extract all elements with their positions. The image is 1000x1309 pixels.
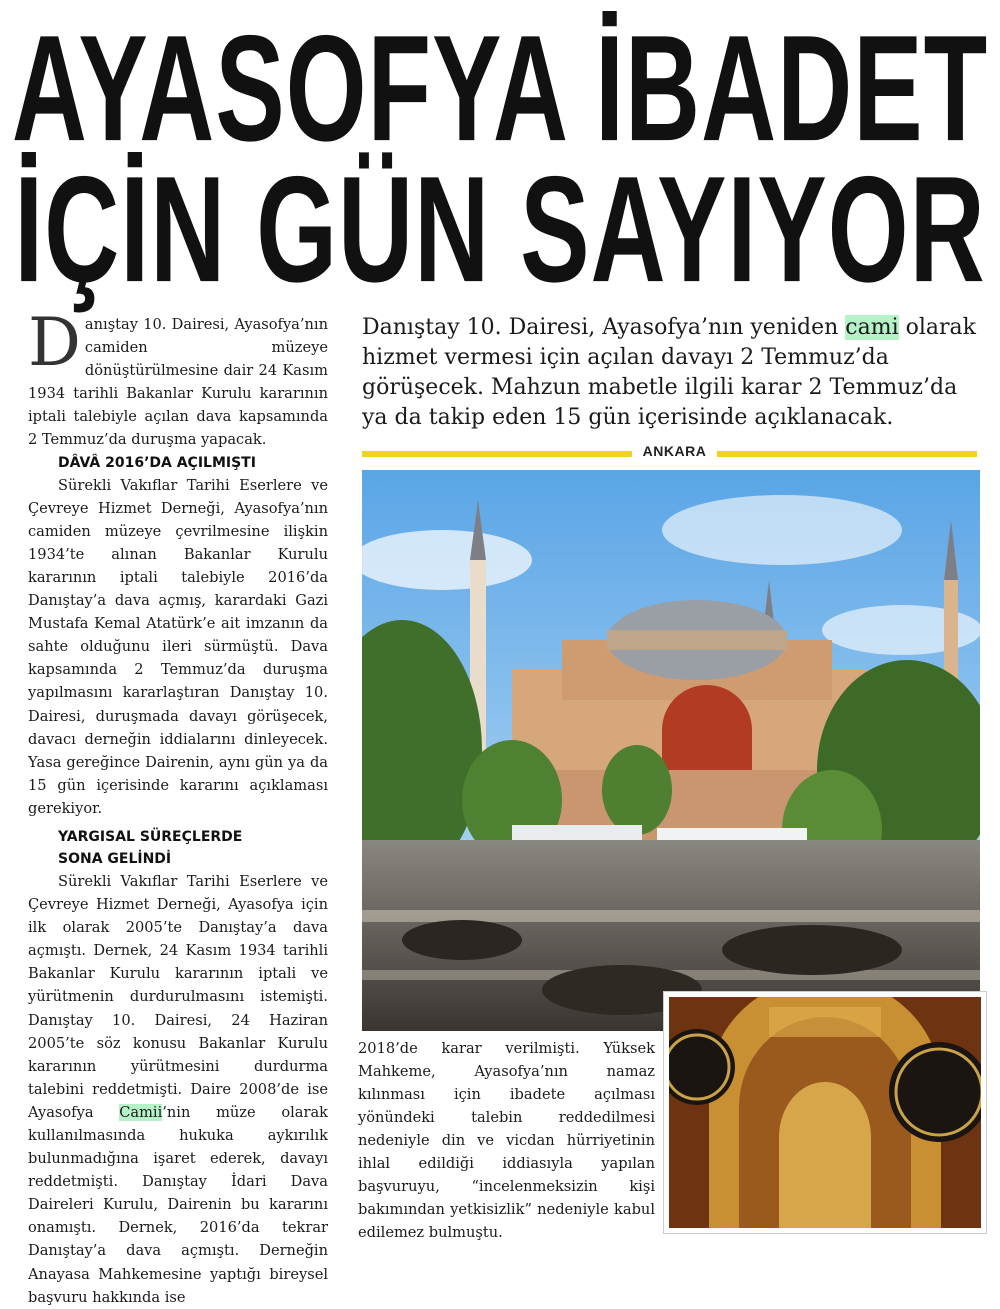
drop-cap: D	[28, 304, 81, 381]
main-photo-hagia-sophia	[362, 470, 980, 1031]
highlight-camii: Camii	[119, 1103, 163, 1121]
headline-line-1: AYASOFYA İBADET	[11, 5, 989, 174]
byline-bar-left	[362, 451, 632, 457]
subheading-yargisal-line1: YARGISAL SÜREÇLERDE	[58, 828, 243, 845]
article-bottom-column	[358, 1037, 655, 1244]
byline	[362, 443, 977, 463]
lead-paragraph	[362, 313, 982, 433]
subheading-dava-2016: DÂVÂ 2016’DA AÇILMIŞTI	[58, 454, 256, 471]
lead-text-2: olarak hizmet vermesi için açılan davayı 2 Temmuz’da görüşecek. Mahzun mabetle ilgili karar 2 Temmuz’da ya da takip eden 15 gün içerisinde açıklanacak.	[362, 315, 976, 430]
highlight-cami: cami	[845, 315, 899, 340]
paragraph-yargisal	[28, 870, 328, 1309]
paragraph-intro-text: anıştay 10. Dairesi, Ayasofya’nın camiden müzeye dönüştürülmesine dair 24 Kasım 1934 tarihli Bakanlar Kurulu kararının iptali talebiyle açılan dava kapsamında 2 Temmuz’da duruşma yapacak.	[28, 316, 328, 449]
subheading-yargisal-line2: SONA GELİNDİ	[58, 850, 172, 867]
article-left-column	[28, 304, 328, 1309]
inset-photo-interior	[664, 992, 986, 1233]
paragraph-dava: Sürekli Vakıflar Tarihi Eserlere ve Çevreye Hizmet Derneği, Ayasofya’nın camiden müzeye çevrilmesine ilişkin 1934’te alınan Bakanlar Kurulu kararının iptali talebiyle 2016’da Danıştay’a dava açmış, karardaki Gazi Mustafa Kemal Atatürk’e ait imzanın da sahte olduğunu ileri sürmüştü. Dava kapsamında 2 Temmuz’da duruşma yapılmasını kararlaştıran Danıştay 10. Dairesi, duruşmada davayı görüşecek, davacı derneğin iddialarını dinleyecek. Yasa gereğince Dairenin, aynı gün ya da 15 gün içerisinde kararını açıklaması gerekiyor.	[28, 476, 328, 817]
paragraph-intro	[28, 304, 328, 452]
lead-text-1: Danıştay 10. Dairesi, Ayasofya’nın yeniden	[362, 315, 846, 340]
paragraph-yargisal-text-2: ’nin müze olarak kullanılmasında hukuka aykırılık bulunmadığına işaret ederek, davayı reddetmişti. Danıştay İdari Dava Daireleri Kurulu, Dairenin bu kararını onamıştı. Dernek, 2016’da tekrar Danıştay’a dava açmıştı. Derneğin Anayasa Mahkemesine yaptığı bireysel başvuru hakkında ise	[28, 1103, 328, 1306]
paragraph-yargisal-text-1: Sürekli Vakıflar Tarihi Eserlere ve Çevreye Hizmet Derneği, Ayasofya için ilk olarak 2005’te Danıştay’a dava açmıştı. Dernek, 24 Kasım 1934 tarihli Bakanlar Kurulu kararının iptali ve yürütmenin durdurulmasını istemişti. Danıştay 10. Dairesi, 24 Haziran 2005’te söz konusu Bakanlar Kurulu kararının yürütmesini durdurma talebini reddetmişti. Daire 2008’de ise Ayasofya	[28, 872, 328, 1121]
byline-bar-right	[717, 451, 977, 457]
interior-dome-illustration	[669, 997, 981, 1228]
byline-location: ANKARA	[642, 443, 707, 459]
paragraph-aym: 2018’de karar verilmişti. Yüksek Mahkeme, Ayasofya’nın namaz kılınması için ibadete açılması yönündeki talebin reddedilmesi nedeniyle din ve vicdan hürriyetinin ihlal edildiği iddiasıyla yapılan başvuruyu, “incelenmeksizin kişi bakımından yetkisizlik” nedeniyle kabul edilemez bulmuştu.	[358, 1040, 655, 1241]
headline-line-2: İÇİN GÜN SAYIYOR	[14, 146, 986, 315]
mosque-prayer-illustration	[362, 470, 980, 1031]
